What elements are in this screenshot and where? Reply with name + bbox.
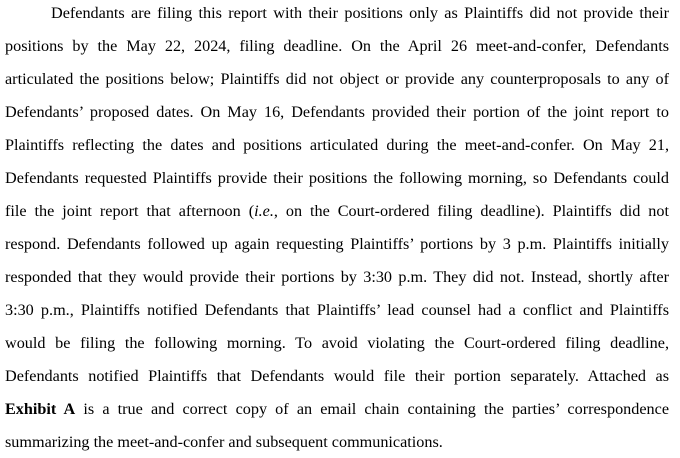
exhibit-label: Exhibit A (5, 400, 76, 418)
paragraph-line: Defendants are filing this report with their positions only as Plaintiffs did not provide their (51, 4, 669, 22)
paragraph-line: positions by the May 22, 2024, filing deadline. On the April 26 meet-and-confer, Defendants (5, 37, 669, 55)
paragraph-line (5, 399, 669, 419)
line-text: is a true and correct copy of an email chain containing the parties’ correspondence (75, 400, 670, 418)
paragraph-line: responded that they would provide their portions by 3:30 p.m. They did not. Instead, shortly after (5, 268, 669, 286)
line-text: , on the Court-ordered filing deadline). Plaintiffs did not (273, 202, 669, 220)
paragraph-line: articulated the positions below; Plaintiffs did not object or provide any counterproposals to any of (5, 70, 669, 88)
italic-abbreviation: i.e. (254, 202, 274, 220)
line-text: file the joint report that afternoon ( (5, 202, 255, 220)
paragraph-line: 3:30 p.m., Plaintiffs notified Defendants that Plaintiffs’ lead counsel had a conflict and Plaintiffs (5, 301, 669, 319)
paragraph-line: Defendants requested Plaintiffs provide their positions the following morning, so Defendants could (5, 169, 669, 187)
paragraph-line (5, 201, 669, 221)
paragraph-line: respond. Defendants followed up again requesting Plaintiffs’ portions by 3 p.m. Plaintiffs initially (5, 235, 669, 253)
paragraph-line: Defendants notified Plaintiffs that Defendants would file their portion separately. Attached as (5, 367, 669, 385)
paragraph-line: would be filing the following morning. To avoid violating the Court-ordered filing deadline, (5, 334, 669, 352)
paragraph-line: Plaintiffs reflecting the dates and positions articulated during the meet-and-confer. On May 21, (5, 136, 669, 154)
paragraph-line: Defendants’ proposed dates. On May 16, Defendants provided their portion of the joint report to (5, 103, 669, 121)
paragraph-line: summarizing the meet-and-confer and subsequent communications. (5, 433, 443, 451)
